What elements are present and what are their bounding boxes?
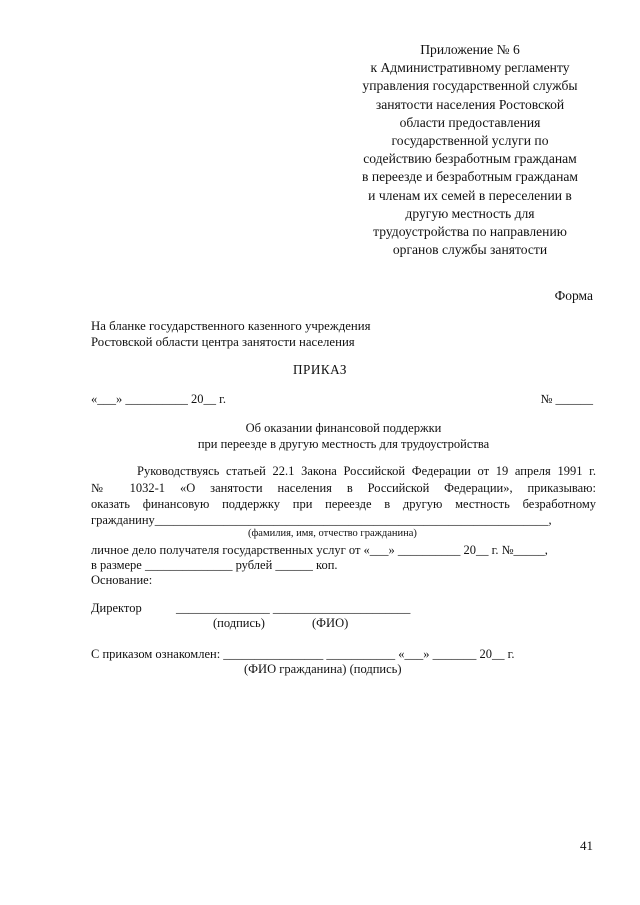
appendix-line: в переезде и безработным гражданам: [362, 169, 578, 185]
director-fio-hint: (ФИО): [312, 616, 349, 630]
signature-hint: (подпись): [213, 616, 265, 630]
body-line-4: гражданину_______________________________________________________________,: [91, 513, 552, 527]
order-subject: [91, 420, 596, 452]
subject-line-1: Об оказании финансовой поддержки: [245, 421, 442, 435]
basis-label: Основание:: [91, 573, 153, 587]
body-line-1: Руководствуясь статьей 22.1 Закона Российской Федерации от 19 апреля 1991 г.: [137, 464, 596, 478]
page-number: 41: [580, 838, 593, 853]
director-signature-lines: _______________ ______________________: [176, 601, 411, 615]
order-number-line: № ______: [540, 392, 593, 406]
appendix-line: области предоставления: [399, 114, 541, 130]
appendix-header: [330, 41, 610, 259]
appendix-line: государственной услуги по: [391, 133, 549, 149]
appendix-line: Приложение № 6: [420, 42, 520, 57]
appendix-line: к Административному регламенту: [370, 60, 570, 76]
acknowledgement-hint: (ФИО гражданина) (подпись): [244, 662, 402, 676]
organization-line-2: Ростовской области центра занятости населения: [91, 335, 355, 349]
appendix-line: другую местность для: [405, 205, 535, 221]
appendix-line: содействию безработным гражданам: [363, 151, 577, 167]
acknowledgement-line: С приказом ознакомлен: ________________ ___________ «___» _______ 20__ г.: [91, 647, 515, 661]
body-line-3: оказать финансовую поддержку при переезде в другую местность безработному: [91, 497, 596, 511]
fio-hint: (фамилия, имя, отчество гражданина): [248, 528, 417, 539]
form-label: Форма: [554, 288, 593, 303]
order-date-line: «___» __________ 20__ г.: [91, 392, 226, 406]
appendix-line: трудоустройства по направлению: [373, 224, 567, 240]
organization-line-1: На бланке государственного казенного учреждения: [91, 319, 371, 333]
organization-block: [91, 318, 370, 350]
appendix-line: занятости населения Ростовской: [375, 96, 565, 112]
appendix-line: органов службы занятости: [392, 242, 548, 258]
body-line-6: в размере ______________ рублей ______ коп.: [91, 558, 338, 572]
appendix-line: и членам их семей в переселении в: [368, 187, 572, 203]
order-title: ПРИКАЗ: [293, 362, 347, 377]
appendix-line: управления государственной службы: [362, 78, 578, 94]
body-line-2: № 1032-1 «О занятости населения в Российской Федерации», приказываю:: [91, 481, 596, 495]
subject-line-2: при переезде в другую местность для трудоустройства: [197, 437, 490, 451]
body-line-5: личное дело получателя государственных услуг от «___» __________ 20__ г. №_____,: [91, 543, 548, 557]
director-label: Директор: [91, 601, 142, 615]
